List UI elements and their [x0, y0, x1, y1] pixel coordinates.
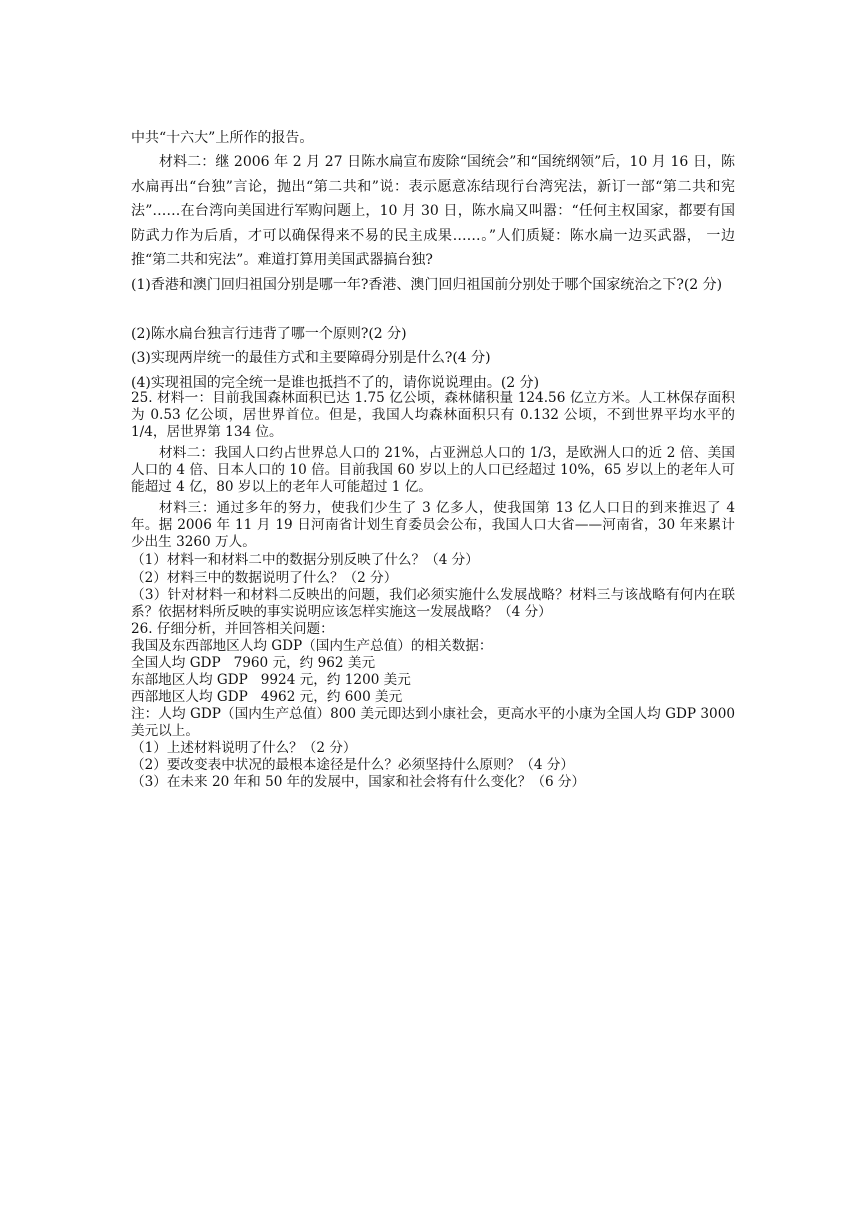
- q26-question-2: （2）要改变表中状况的最根本途径是什么？必须坚持什么原则？（4 分）: [131, 757, 575, 773]
- intro-tail: 中共“十六大”上所作的报告。: [131, 130, 314, 146]
- q26-question-1: （1）上述材料说明了什么？（2 分）: [131, 740, 357, 756]
- gdp-row-east: 东部地区人均 GDP 9924 元，约 1200 美元: [131, 672, 411, 688]
- q26-note: 注：人均 GDP（国内生产总值）800 美元即达到小康社会，更高水平的小康为全国人均 GDP 3000 美元以上。: [131, 706, 735, 739]
- q25-question-1: （1）材料一和材料二中的数据分别反映了什么？（4 分）: [131, 552, 479, 568]
- q26-heading: 26. 仔细分析，并回答相关问题：: [131, 621, 334, 637]
- q24-question-4: (4)实现祖国的完全统一是谁也抵挡不了的，请你说说理由。(2 分): [131, 375, 540, 391]
- q24-question-3: (3)实现两岸统一的最佳方式和主要障碍分别是什么?(4 分): [131, 350, 491, 366]
- q24-question-2: (2)陈水扁台独言行违背了哪一个原则?(2 分): [131, 326, 407, 342]
- q26-question-3: （3）在未来 20 年和 50 年的发展中，国家和社会将有什么变化？（6 分）: [131, 774, 586, 790]
- q25-material-1: 25. 材料一：目前我国森林面积已达 1.75 亿公顷，森林储积量 124.56 亿立方米。人工林保存面积为 0.53 亿公顷，居世界首位。但是，我国人均森林面积只有 0.132 公顷，不到世界平均水平的 1/4，居世界第 134 位。: [131, 390, 735, 440]
- q25-material-2: 材料二：我国人口约占世界总人口的 21%，占亚洲总人口的 1/3，是欧洲人口的近 2 倍、美国人口的 4 倍、日本人口的 10 倍。目前我国 60 岁以上的人口已经超过 10%，65 岁以上的老年人可能超过 4 亿，80 岁以上的老年人可能超过 1 亿。: [131, 445, 735, 495]
- q24-question-1: (1)香港和澳门回归祖国分别是哪一年?香港、澳门回归祖国前分别处于哪个国家统治之下?(2 分): [131, 277, 723, 293]
- gdp-row-west: 西部地区人均 GDP 4962 元，约 600 美元: [131, 689, 403, 705]
- gdp-row-national: 全国人均 GDP 7960 元，约 962 美元: [131, 655, 376, 671]
- q24-material-2: 材料二：继 2006 年 2 月 27 日陈水扁宣布废除“国统会”和“国统纲领”后，10 月 16 日，陈水扁再出“台独”言论，抛出“第二共和”说：表示愿意冻结现行台湾宪法，新订一部“第二共和宪法”……在台湾向美国进行军购问题上，10 月 30 日，陈水扁又叫嚣：“任何主权国家，都要有国防武力作为后盾，才可以确保得来不易的民主成果……。”人们质疑：陈水扁一边买武器， 一边推“第二共和宪法”。难道打算用美国武器搞台独?: [131, 154, 735, 268]
- q25-question-3: （3）针对材料一和材料二反映出的问题，我们必须实施什么发展战略？材料三与该战略有何内在联系？依据材料所反映的事实说明应该怎样实施这一发展战略？（4 分）: [131, 587, 735, 620]
- q25-material-3: 材料三：通过多年的努力，使我们少生了 3 亿多人，使我国第 13 亿人口日的到来推迟了 4 年。据 2006 年 11 月 19 日河南省计划生育委员会公布，我国人口大省——河南省，30 年来累计少出生 3260 万人。: [131, 500, 735, 550]
- q25-question-2: （2）材料三中的数据说明了什么？（2 分）: [131, 570, 398, 586]
- q26-data-lead: 我国及东西部地区人均 GDP（国内生产总值）的相关数据：: [131, 638, 493, 654]
